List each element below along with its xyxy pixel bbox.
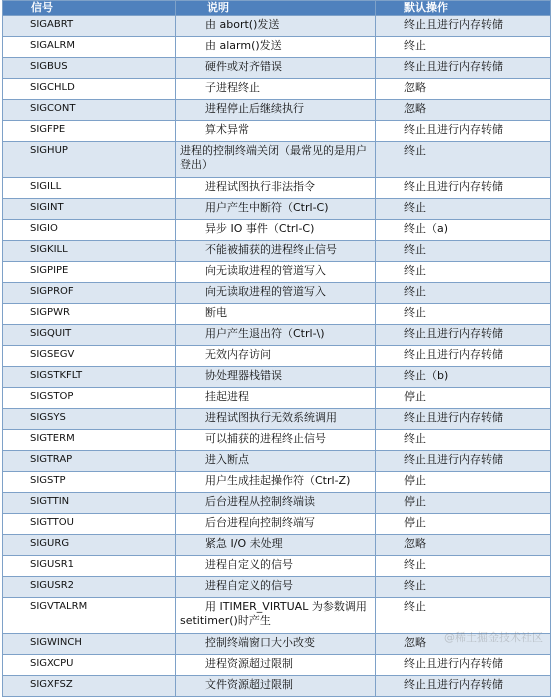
- signal-name-cell: SIGTRAP: [3, 451, 176, 472]
- table-row: [3, 430, 551, 451]
- signal-default-action-cell: 终止: [376, 598, 551, 634]
- table-row: [3, 79, 551, 100]
- signal-default-action-cell: 终止: [376, 199, 551, 220]
- table-row: [3, 37, 551, 58]
- table-row: [3, 262, 551, 283]
- signal-name-cell: SIGURG: [3, 535, 176, 556]
- signal-name-cell: SIGUSR2: [3, 577, 176, 598]
- signal-description-cell: 进程停止后继续执行: [176, 100, 376, 121]
- signal-name-cell: SIGSTP: [3, 472, 176, 493]
- signal-description-cell: 进程试图执行无效系统调用: [176, 409, 376, 430]
- signal-name-cell: SIGSEGV: [3, 346, 176, 367]
- signal-default-action-cell: 忽略: [376, 100, 551, 121]
- signal-default-action-cell: 忽略: [376, 634, 551, 655]
- signal-name-cell: SIGXCPU: [3, 655, 176, 676]
- table-row: [3, 409, 551, 430]
- table-row: [3, 100, 551, 121]
- signal-default-action-cell: 终止且进行内存转储: [376, 655, 551, 676]
- table-row: [3, 325, 551, 346]
- signal-default-action-cell: 终止且进行内存转储: [376, 178, 551, 199]
- signal-name-cell: SIGVTALRM: [3, 598, 176, 634]
- signal-description-cell: 进程资源超过限制: [176, 655, 376, 676]
- signal-description-cell: 挂起进程: [176, 388, 376, 409]
- signal-default-action-cell: 终止且进行内存转储: [376, 325, 551, 346]
- signal-description-cell: 进程自定义的信号: [176, 577, 376, 598]
- table-row: [3, 241, 551, 262]
- signal-name-cell: SIGSTOP: [3, 388, 176, 409]
- signal-default-action-cell: 停止: [376, 388, 551, 409]
- signal-description-cell: 由 abort()发送: [176, 16, 376, 37]
- signal-name-cell: SIGSYS: [3, 409, 176, 430]
- signal-default-action-cell: 终止且进行内存转储: [376, 58, 551, 79]
- signal-default-action-cell: 终止且进行内存转储: [376, 409, 551, 430]
- signal-name-cell: SIGINT: [3, 199, 176, 220]
- signal-description-cell: 协处理器栈错误: [176, 367, 376, 388]
- signal-default-action-cell: 忽略: [376, 79, 551, 100]
- signal-name-cell: SIGQUIT: [3, 325, 176, 346]
- table-row: [3, 655, 551, 676]
- signal-description-cell: 用户生成挂起操作符（Ctrl-Z): [176, 472, 376, 493]
- signal-description-cell: 不能被捕获的进程终止信号: [176, 241, 376, 262]
- signal-description-cell: 可以捕获的进程终止信号: [176, 430, 376, 451]
- signal-name-cell: SIGPWR: [3, 304, 176, 325]
- signal-description-cell: 断电: [176, 304, 376, 325]
- table-row: [3, 58, 551, 79]
- table-body: [3, 16, 551, 697]
- signal-description-cell: 控制终端窗口大小改变: [176, 634, 376, 655]
- signal-description-cell: 进入断点: [176, 451, 376, 472]
- table-row: [3, 220, 551, 241]
- signal-name-cell: SIGFPE: [3, 121, 176, 142]
- signal-default-action-cell: 停止: [376, 493, 551, 514]
- signal-default-action-cell: 终止: [376, 430, 551, 451]
- header-default-action: 默认操作: [376, 1, 551, 16]
- header-row: [3, 1, 551, 16]
- signal-default-action-cell: 终止: [376, 37, 551, 58]
- signal-default-action-cell: 终止（b): [376, 367, 551, 388]
- signal-description-cell: 用户产生中断符（Ctrl-C): [176, 199, 376, 220]
- signal-description-cell: 紧急 I/O 未处理: [176, 535, 376, 556]
- signal-description-cell: 进程自定义的信号: [176, 556, 376, 577]
- signal-name-cell: SIGTTOU: [3, 514, 176, 535]
- signal-description-cell: 用户产生退出符（Ctrl-\): [176, 325, 376, 346]
- signal-default-action-cell: 终止: [376, 577, 551, 598]
- signal-name-cell: SIGIO: [3, 220, 176, 241]
- signal-description-cell: 后台进程向控制终端写: [176, 514, 376, 535]
- signal-name-cell: SIGCONT: [3, 100, 176, 121]
- table-row: [3, 451, 551, 472]
- table-row: [3, 367, 551, 388]
- signal-description-cell: 算术异常: [176, 121, 376, 142]
- table-row: [3, 199, 551, 220]
- header-signal: 信号: [3, 1, 176, 16]
- signal-description-cell: 文件资源超过限制: [176, 676, 376, 697]
- signal-description-cell: 进程的控制终端关闭（最常见的是用户登出）: [176, 142, 376, 178]
- signal-name-cell: SIGXFSZ: [3, 676, 176, 697]
- signal-name-cell: SIGCHLD: [3, 79, 176, 100]
- signal-default-action-cell: 终止（a): [376, 220, 551, 241]
- table-row: [3, 388, 551, 409]
- signal-default-action-cell: 终止: [376, 556, 551, 577]
- signal-name-cell: SIGWINCH: [3, 634, 176, 655]
- signal-description-cell: 向无读取进程的管道写入: [176, 262, 376, 283]
- table-row: [3, 178, 551, 199]
- signal-name-cell: SIGSTKFLT: [3, 367, 176, 388]
- signal-description-cell: 用 ITIMER_VIRTUAL 为参数调用 setitimer()时产生: [176, 598, 376, 634]
- signal-name-cell: SIGHUP: [3, 142, 176, 178]
- signal-table: [2, 0, 551, 697]
- signal-description-cell: 后台进程从控制终端读: [176, 493, 376, 514]
- signal-description-cell: 硬件或对齐错误: [176, 58, 376, 79]
- signal-default-action-cell: 终止: [376, 304, 551, 325]
- table-row: [3, 304, 551, 325]
- signal-default-action-cell: 停止: [376, 514, 551, 535]
- watermark: @稀土掘金技术社区: [444, 631, 543, 644]
- table-row: [3, 346, 551, 367]
- table-row: [3, 16, 551, 37]
- signal-description-cell: 异步 IO 事件（Ctrl-C): [176, 220, 376, 241]
- signal-description-cell: 由 alarm()发送: [176, 37, 376, 58]
- signal-description-cell: 无效内存访问: [176, 346, 376, 367]
- signal-default-action-cell: 终止: [376, 142, 551, 178]
- signal-default-action-cell: 终止: [376, 262, 551, 283]
- table-row: [3, 577, 551, 598]
- table-row: [3, 556, 551, 577]
- table-header: [3, 1, 551, 16]
- table-row: [3, 514, 551, 535]
- table-row: [3, 472, 551, 493]
- signal-default-action-cell: 终止且进行内存转储: [376, 346, 551, 367]
- signal-default-action-cell: 终止且进行内存转储: [376, 451, 551, 472]
- signal-default-action-cell: 停止: [376, 472, 551, 493]
- signal-name-cell: SIGPIPE: [3, 262, 176, 283]
- signal-name-cell: SIGBUS: [3, 58, 176, 79]
- signal-default-action-cell: 终止且进行内存转储: [376, 676, 551, 697]
- table-row: [3, 121, 551, 142]
- signal-description-cell: 进程试图执行非法指令: [176, 178, 376, 199]
- signal-default-action-cell: 终止: [376, 241, 551, 262]
- table-row: [3, 283, 551, 304]
- table-row: [3, 142, 551, 178]
- signal-name-cell: SIGILL: [3, 178, 176, 199]
- signal-name-cell: SIGTERM: [3, 430, 176, 451]
- table-row: [3, 676, 551, 697]
- signal-name-cell: SIGPROF: [3, 283, 176, 304]
- signal-description-cell: 向无读取进程的管道写入: [176, 283, 376, 304]
- signal-default-action-cell: 终止且进行内存转储: [376, 16, 551, 37]
- signal-default-action-cell: 终止: [376, 283, 551, 304]
- signal-description-cell: 子进程终止: [176, 79, 376, 100]
- signal-name-cell: SIGTTIN: [3, 493, 176, 514]
- table-row: [3, 493, 551, 514]
- signal-name-cell: SIGALRM: [3, 37, 176, 58]
- signal-default-action-cell: 忽略: [376, 535, 551, 556]
- table-row: [3, 535, 551, 556]
- signal-default-action-cell: 终止且进行内存转储: [376, 121, 551, 142]
- header-description: 说明: [176, 1, 376, 16]
- signal-name-cell: SIGUSR1: [3, 556, 176, 577]
- signal-name-cell: SIGKILL: [3, 241, 176, 262]
- signal-name-cell: SIGABRT: [3, 16, 176, 37]
